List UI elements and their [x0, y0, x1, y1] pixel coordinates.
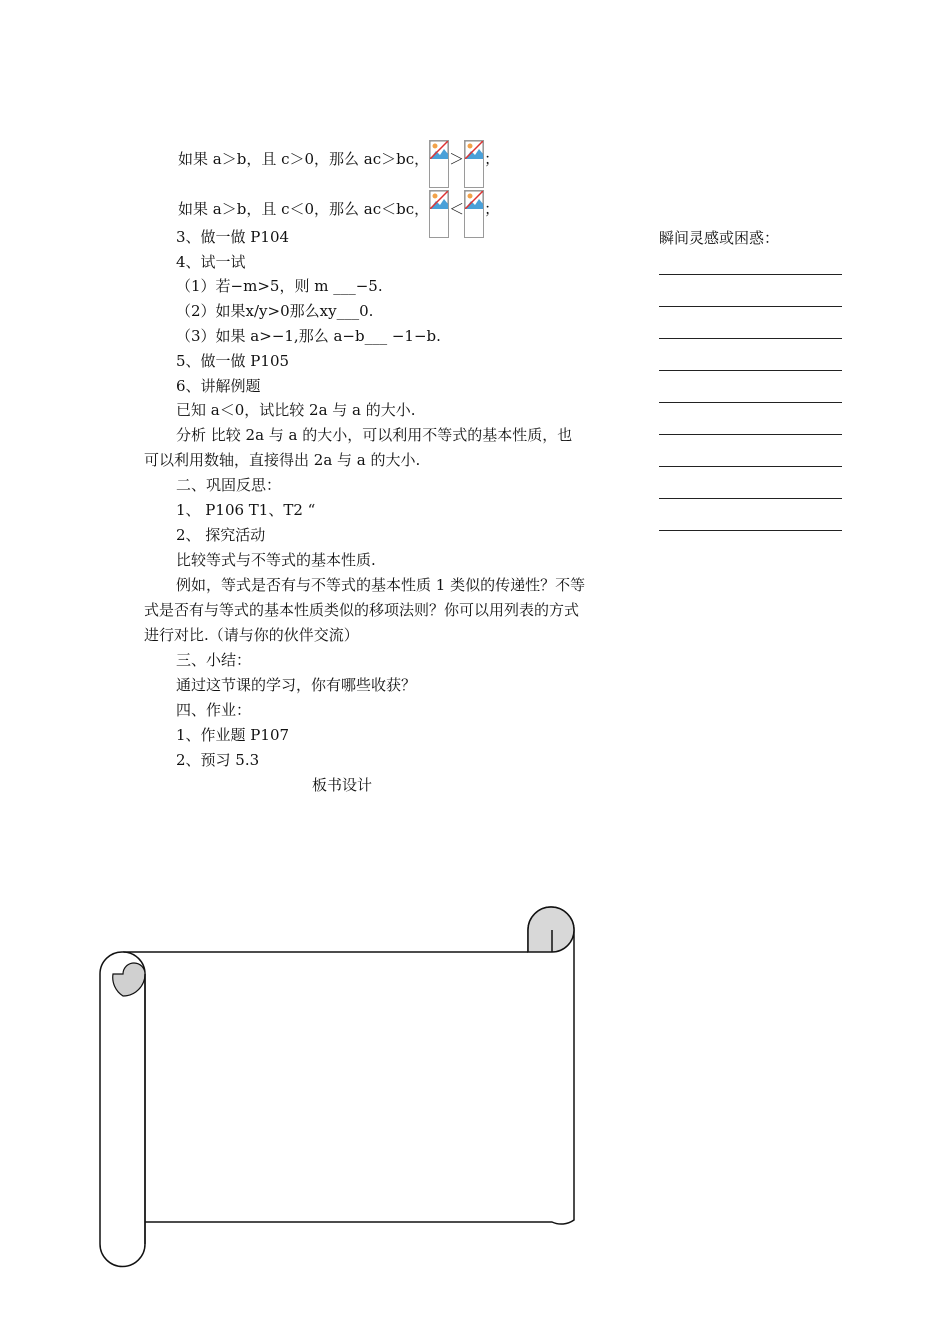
part-3-heading: 三、小结：: [176, 651, 252, 669]
note-line: [659, 530, 842, 531]
compare-statement: 比较等式与不等式的基本性质.: [176, 551, 376, 569]
exercise-1: （1）若−m>5，则 m ___−5.: [176, 277, 383, 295]
discussion-line-2: 式是否有与等式的基本性质类似的移项法则？你可以用列表的方式: [144, 601, 580, 619]
property-line-1: [178, 140, 499, 188]
part-4-heading: 四、作业：: [176, 701, 252, 719]
section-5-heading: 5、做一做 P105: [176, 352, 290, 370]
homework-item-2: 2、预习 5.3: [176, 751, 260, 769]
discussion-line-3: 进行对比.（请与你的伙伴交流）: [144, 626, 359, 644]
scroll-shape: [95, 902, 585, 1274]
broken-image-icon: [464, 190, 484, 238]
note-line: [659, 402, 842, 403]
note-line: [659, 370, 842, 371]
broken-image-icon: [429, 190, 449, 238]
line-end-semicolon: ；: [484, 200, 500, 218]
board-design-title: 板书设计: [312, 776, 373, 794]
scroll-frame: [95, 902, 585, 1278]
line-end-semicolon: ；: [484, 150, 500, 168]
note-line: [659, 466, 842, 467]
less-than-symbol: ＜: [449, 200, 465, 218]
section-3-heading: 3、做一做 P104: [176, 228, 290, 246]
analysis-line-2: 可以利用数轴，直接得出 2a 与 a 的大小.: [144, 451, 421, 469]
summary-question: 通过这节课的学习，你有哪些收获？: [176, 676, 417, 694]
example-problem: 已知 a＜0，试比较 2a 与 a 的大小.: [176, 401, 416, 419]
homework-item-1: 1、作业题 P107: [176, 726, 290, 744]
property-line-1-text: 如果 a＞b，且 c＞0，那么 ac＞bc，: [178, 150, 430, 168]
greater-than-symbol: ＞: [449, 150, 465, 168]
section-6-heading: 6、讲解例题: [176, 377, 261, 395]
analysis-line-1: 分析 比较 2a 与 a 的大小，可以利用不等式的基本性质，也: [176, 426, 573, 444]
practice-item-2: 2、 探究活动: [176, 526, 266, 544]
note-line: [659, 434, 842, 435]
part-2-heading: 二、巩固反思：: [176, 476, 282, 494]
broken-image-icon: [429, 140, 449, 188]
note-line: [659, 498, 842, 499]
property-line-2-text: 如果 a＞b，且 c＜0，那么 ac＜bc，: [178, 200, 430, 218]
note-line: [659, 338, 842, 339]
discussion-line-1: 例如，等式是否有与不等式的基本性质 1 类似的传递性？不等: [176, 576, 586, 594]
sidebar-title: 瞬间灵感或困惑：: [659, 229, 780, 247]
broken-image-icon: [464, 140, 484, 188]
note-line: [659, 306, 842, 307]
section-4-heading: 4、试一试: [176, 253, 246, 271]
exercise-2: （2）如果x/y>0那么xy___0.: [176, 302, 374, 320]
exercise-3: （3）如果 a>−1,那么 a−b___ −1−b.: [176, 327, 441, 345]
practice-item-1: 1、 P106 T1、T2 “: [176, 501, 316, 519]
note-line: [659, 274, 842, 275]
